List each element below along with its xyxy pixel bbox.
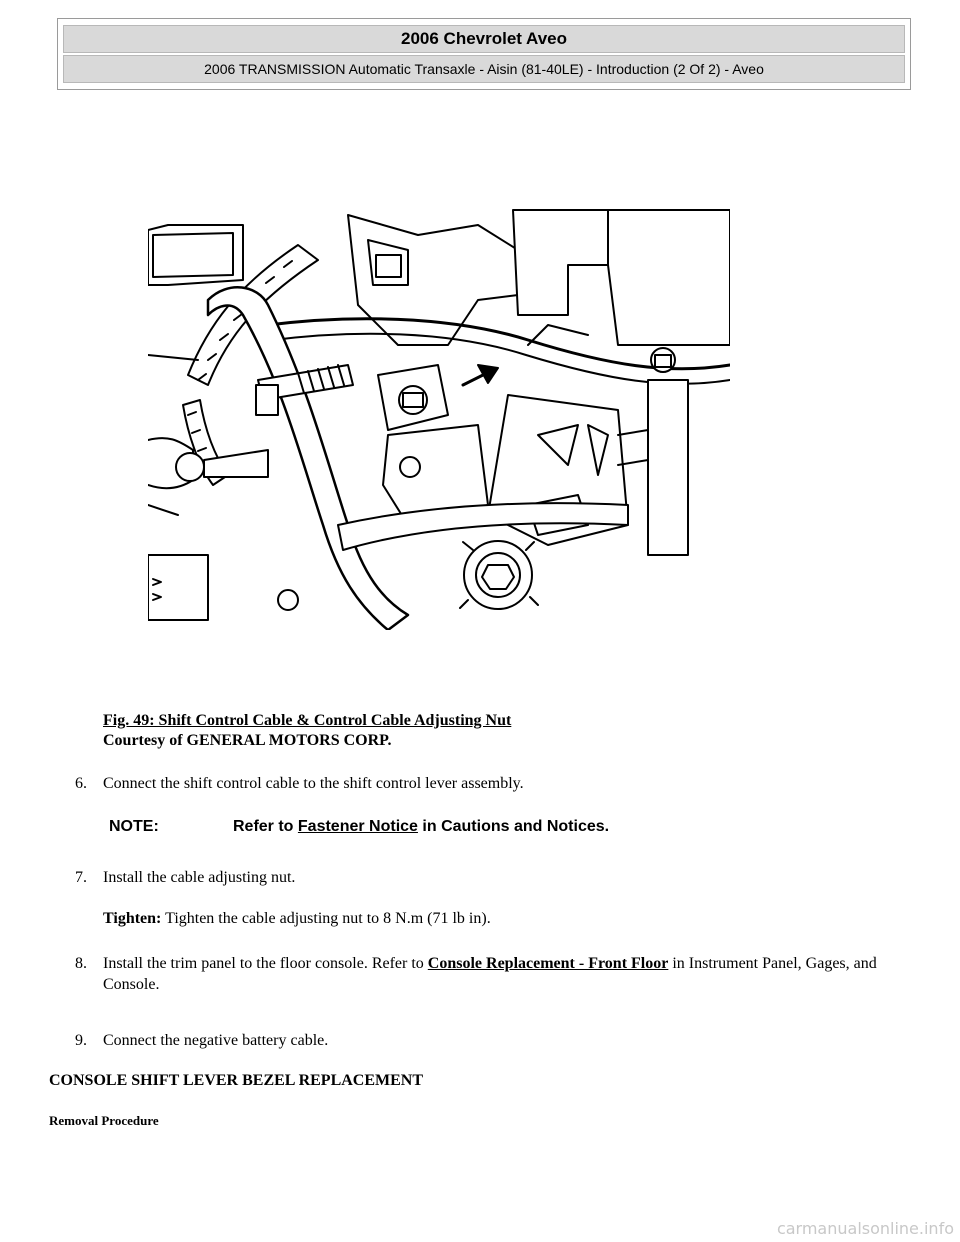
step-text: Install the cable adjusting nut. [103, 869, 296, 886]
figure-caption [103, 711, 511, 751]
figure-caption-title: Fig. 49: Shift Control Cable & Control Cable Adjusting Nut [103, 712, 512, 729]
step-text: Connect the shift control cable to the shift control lever assembly. [103, 775, 524, 792]
note-text-after: in Cautions and Notices. [417, 818, 610, 835]
step-7 [75, 867, 296, 888]
step-9 [75, 1030, 329, 1051]
tighten-label: Tighten: [103, 910, 162, 927]
watermark: carmanualsonline.info [776, 1219, 954, 1238]
note [109, 818, 609, 836]
header-subtitle: 2006 TRANSMISSION Automatic Transaxle - Aisin (81-40LE) - Introduction (2 Of 2) - Aveo [63, 55, 905, 83]
page-header [57, 18, 911, 90]
step-text-after: in Instrument Panel, Gages, and Console. [103, 955, 877, 993]
note-label: NOTE: [109, 818, 159, 835]
shift-cable-illustration [148, 205, 730, 630]
step-number: 8. [75, 955, 87, 972]
step-text: Connect the negative battery cable. [103, 1032, 329, 1049]
step-text-before: Install the trim panel to the floor console. Refer to [103, 955, 428, 972]
figure-caption-credit: Courtesy of GENERAL MOTORS CORP. [103, 732, 392, 749]
section-title: CONSOLE SHIFT LEVER BEZEL REPLACEMENT [49, 1072, 424, 1089]
step-6 [75, 773, 524, 794]
step-number: 6. [75, 775, 87, 792]
step-8 [75, 953, 877, 993]
step-number: 7. [75, 869, 87, 886]
fastener-notice-link[interactable]: Fastener Notice [297, 818, 418, 835]
note-text-before: Refer to [233, 818, 298, 835]
step-number: 9. [75, 1032, 87, 1049]
step-text [103, 953, 923, 995]
tighten-instruction [103, 910, 491, 928]
console-replacement-link[interactable]: Console Replacement - Front Floor [427, 955, 669, 972]
header-title: 2006 Chevrolet Aveo [63, 25, 905, 53]
tighten-text: Tighten the cable adjusting nut to 8 N.m (71 lb in). [161, 910, 491, 927]
subsection-title: Removal Procedure [49, 1113, 159, 1128]
